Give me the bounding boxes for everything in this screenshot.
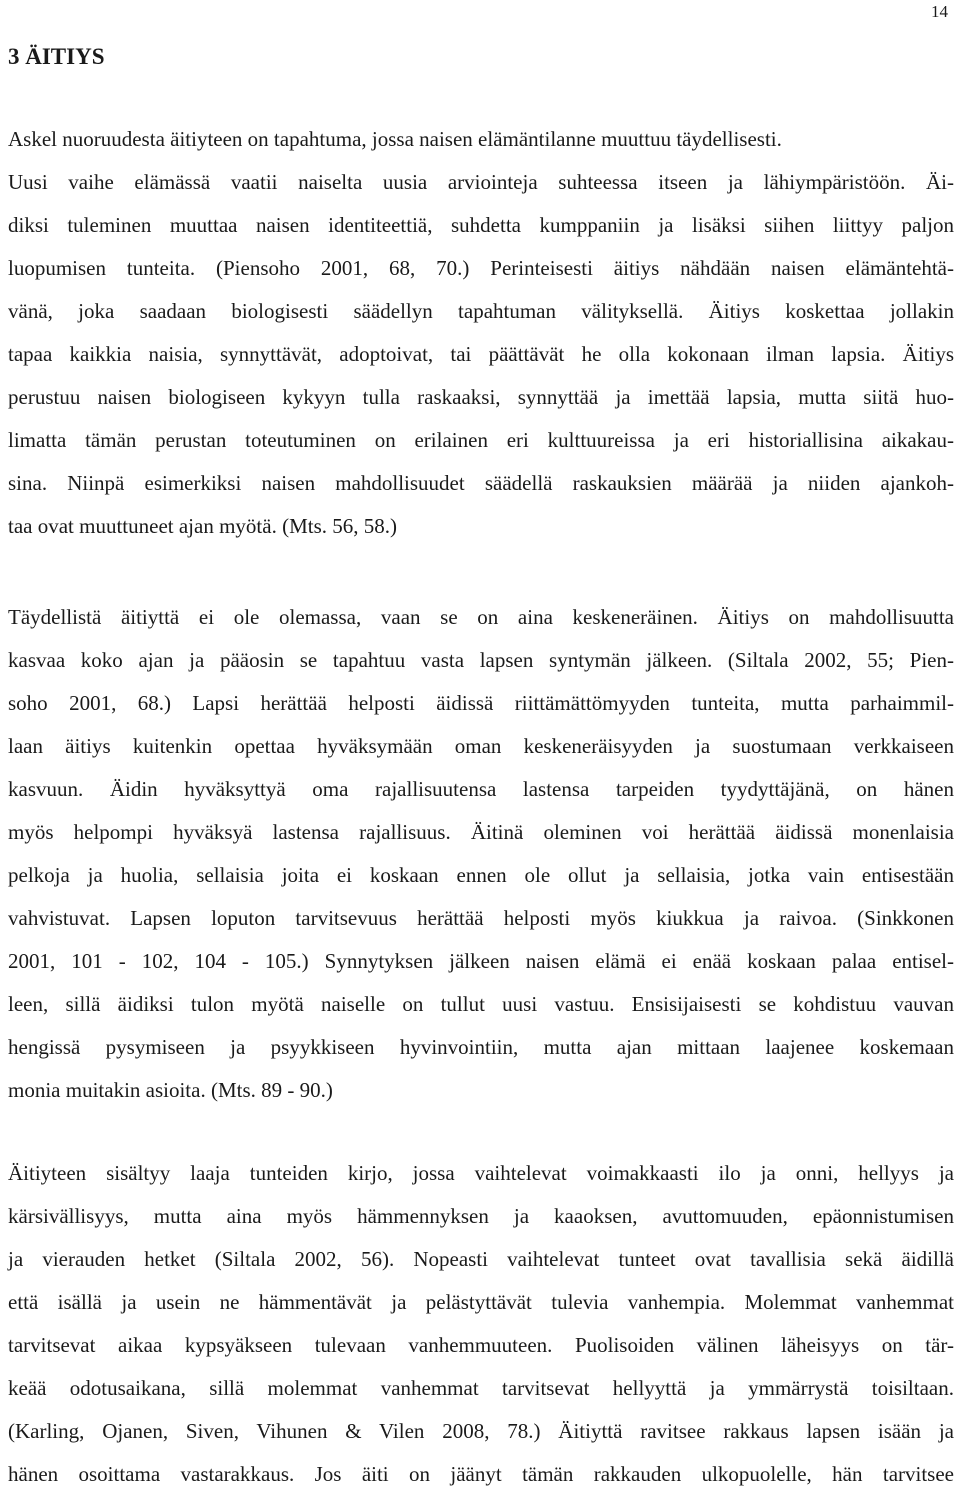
paragraph-line: ja vierauden hetket (Siltala 2002, 56). Nopeasti vaihtelevat tunteet ovat tavallisia sekä äidillä bbox=[8, 1247, 954, 1271]
chapter-title: 3 ÄITIYS bbox=[8, 44, 105, 69]
paragraph-line: keää odotusaikana, sillä molemmat vanhemmat tarvitsevat hellyyttä ja ymmärrystä toisiltaan. bbox=[8, 1376, 954, 1400]
paragraph-line: tarvitsevat aikaa kypsyäkseen tulevaan vanhemmuuteen. Puolisoiden välinen läheisyys on tär- bbox=[8, 1333, 954, 1357]
paragraph-line: vänä, joka saadaan biologisesti säädellyn tapahtuman välityksellä. Äitiys koskettaa jollakin bbox=[8, 299, 954, 323]
paragraph-1 bbox=[8, 118, 954, 548]
paragraph-line: diksi tuleminen muuttaa naisen identiteettiä, suhdetta kumppaniin ja lisäksi siihen liittyy paljon bbox=[8, 213, 954, 237]
page-number: 14 bbox=[931, 2, 948, 21]
paragraph-line: luopumisen tunteita. (Piensoho 2001, 68, 70.) Perinteisesti äitiys nähdään naisen elämäntehtä- bbox=[8, 256, 954, 280]
paragraph-line: (Karling, Ojanen, Siven, Vihunen & Vilen 2008, 78.) Äitiyttä ravitsee rakkaus lapsen isään ja bbox=[8, 1419, 954, 1443]
paragraph-line: soho 2001, 68.) Lapsi herättää helposti äidissä riittämättömyyden tunteita, mutta parhaimmil- bbox=[8, 691, 954, 715]
paragraph-line: Uusi vaihe elämässä vaatii naiselta uusia arviointeja suhteessa itseen ja lähiympäristöön. Äi- bbox=[8, 170, 954, 194]
paragraph-line: laan äitiys kuitenkin opettaa hyväksymään oman keskeneräisyyden ja suostumaan verkkaiseen bbox=[8, 734, 954, 758]
paragraph-line: Täydellistä äitiyttä ei ole olemassa, vaan se on aina keskeneräinen. Äitiys on mahdollisuutta bbox=[8, 605, 954, 629]
paragraph-line: leen, sillä äidiksi tulon myötä naiselle on tullut uusi vastuu. Ensisijaisesti se kohdistuu vauvan bbox=[8, 992, 954, 1016]
paragraph-line: myös helpompi hyväksyä lastensa rajallisuus. Äitinä oleminen voi herättää äidissä monenlaisia bbox=[8, 820, 954, 844]
paragraph-line: Äitiyteen sisältyy laaja tunteiden kirjo, jossa vaihtelevat voimakkaasti ilo ja onni, hellyys ja bbox=[8, 1161, 954, 1185]
paragraph-line: perustuu naisen biologiseen kykyyn tulla raskaaksi, synnyttää ja imettää lapsia, mutta siitä huo- bbox=[8, 385, 954, 409]
paragraph-line: taa ovat muuttuneet ajan myötä. (Mts. 56, 58.) bbox=[8, 514, 397, 538]
paragraph-line: vahvistuvat. Lapsen loputon tarvitsevuus herättää helposti myös kiukkua ja raivoa. (Sinkkonen bbox=[8, 906, 954, 930]
paragraph-line: hänen osoittama vastarakkaus. Jos äiti on jäänyt tämän rakkauden ulkopuolelle, hän tarvitsee bbox=[8, 1462, 954, 1486]
paragraph-line: Askel nuoruudesta äitiyteen on tapahtuma, jossa naisen elämäntilanne muuttuu täydellisesti. bbox=[8, 127, 782, 151]
paragraph-line: 2001, 101 - 102, 104 - 105.) Synnytyksen jälkeen naisen elämä ei enää koskaan palaa entisel- bbox=[8, 949, 954, 973]
paragraph-line: että isällä ja usein ne hämmentävät ja pelästyttävät tulevia vanhempia. Molemmat vanhemmat bbox=[8, 1290, 954, 1314]
paragraph-line: limatta tämän perustan toteutuminen on erilainen eri kulttuureissa ja eri historiallisina aikakau- bbox=[8, 428, 954, 452]
paragraph-line: sina. Niinpä esimerkiksi naisen mahdollisuudet säädellä raskauksien määrää ja niiden ajankoh- bbox=[8, 471, 954, 495]
paragraph-line: monia muitakin asioita. (Mts. 89 - 90.) bbox=[8, 1078, 333, 1102]
paragraph-line: hengissä pysymiseen ja psyykkiseen hyvinvointiin, mutta ajan mittaan laajenee koskemaan bbox=[8, 1035, 954, 1059]
paragraph-line: pelkoja ja huolia, sellaisia joita ei koskaan ennen ole ollut ja sellaisia, jotka vain entisestään bbox=[8, 863, 954, 887]
paragraph-line: kasvuun. Äidin hyväksyttyä oma rajallisuutensa lastensa tarpeiden tyydyttäjänä, on hänen bbox=[8, 777, 954, 801]
paragraph-line: tapaa kaikkia naisia, synnyttävät, adoptoivat, tai päättävät he olla kokonaan ilman lapsia. Äitiys bbox=[8, 342, 954, 366]
paragraph-line: kärsivällisyys, mutta aina myös hämmennyksen ja kaaoksen, avuttomuuden, epäonnistumisen bbox=[8, 1204, 954, 1228]
paragraph-line: kasvaa koko ajan ja pääosin se tapahtuu vasta lapsen syntymän jälkeen. (Siltala 2002, 55; Pien- bbox=[8, 648, 954, 672]
paragraph-2 bbox=[8, 596, 954, 1112]
paragraph-3 bbox=[8, 1152, 954, 1496]
